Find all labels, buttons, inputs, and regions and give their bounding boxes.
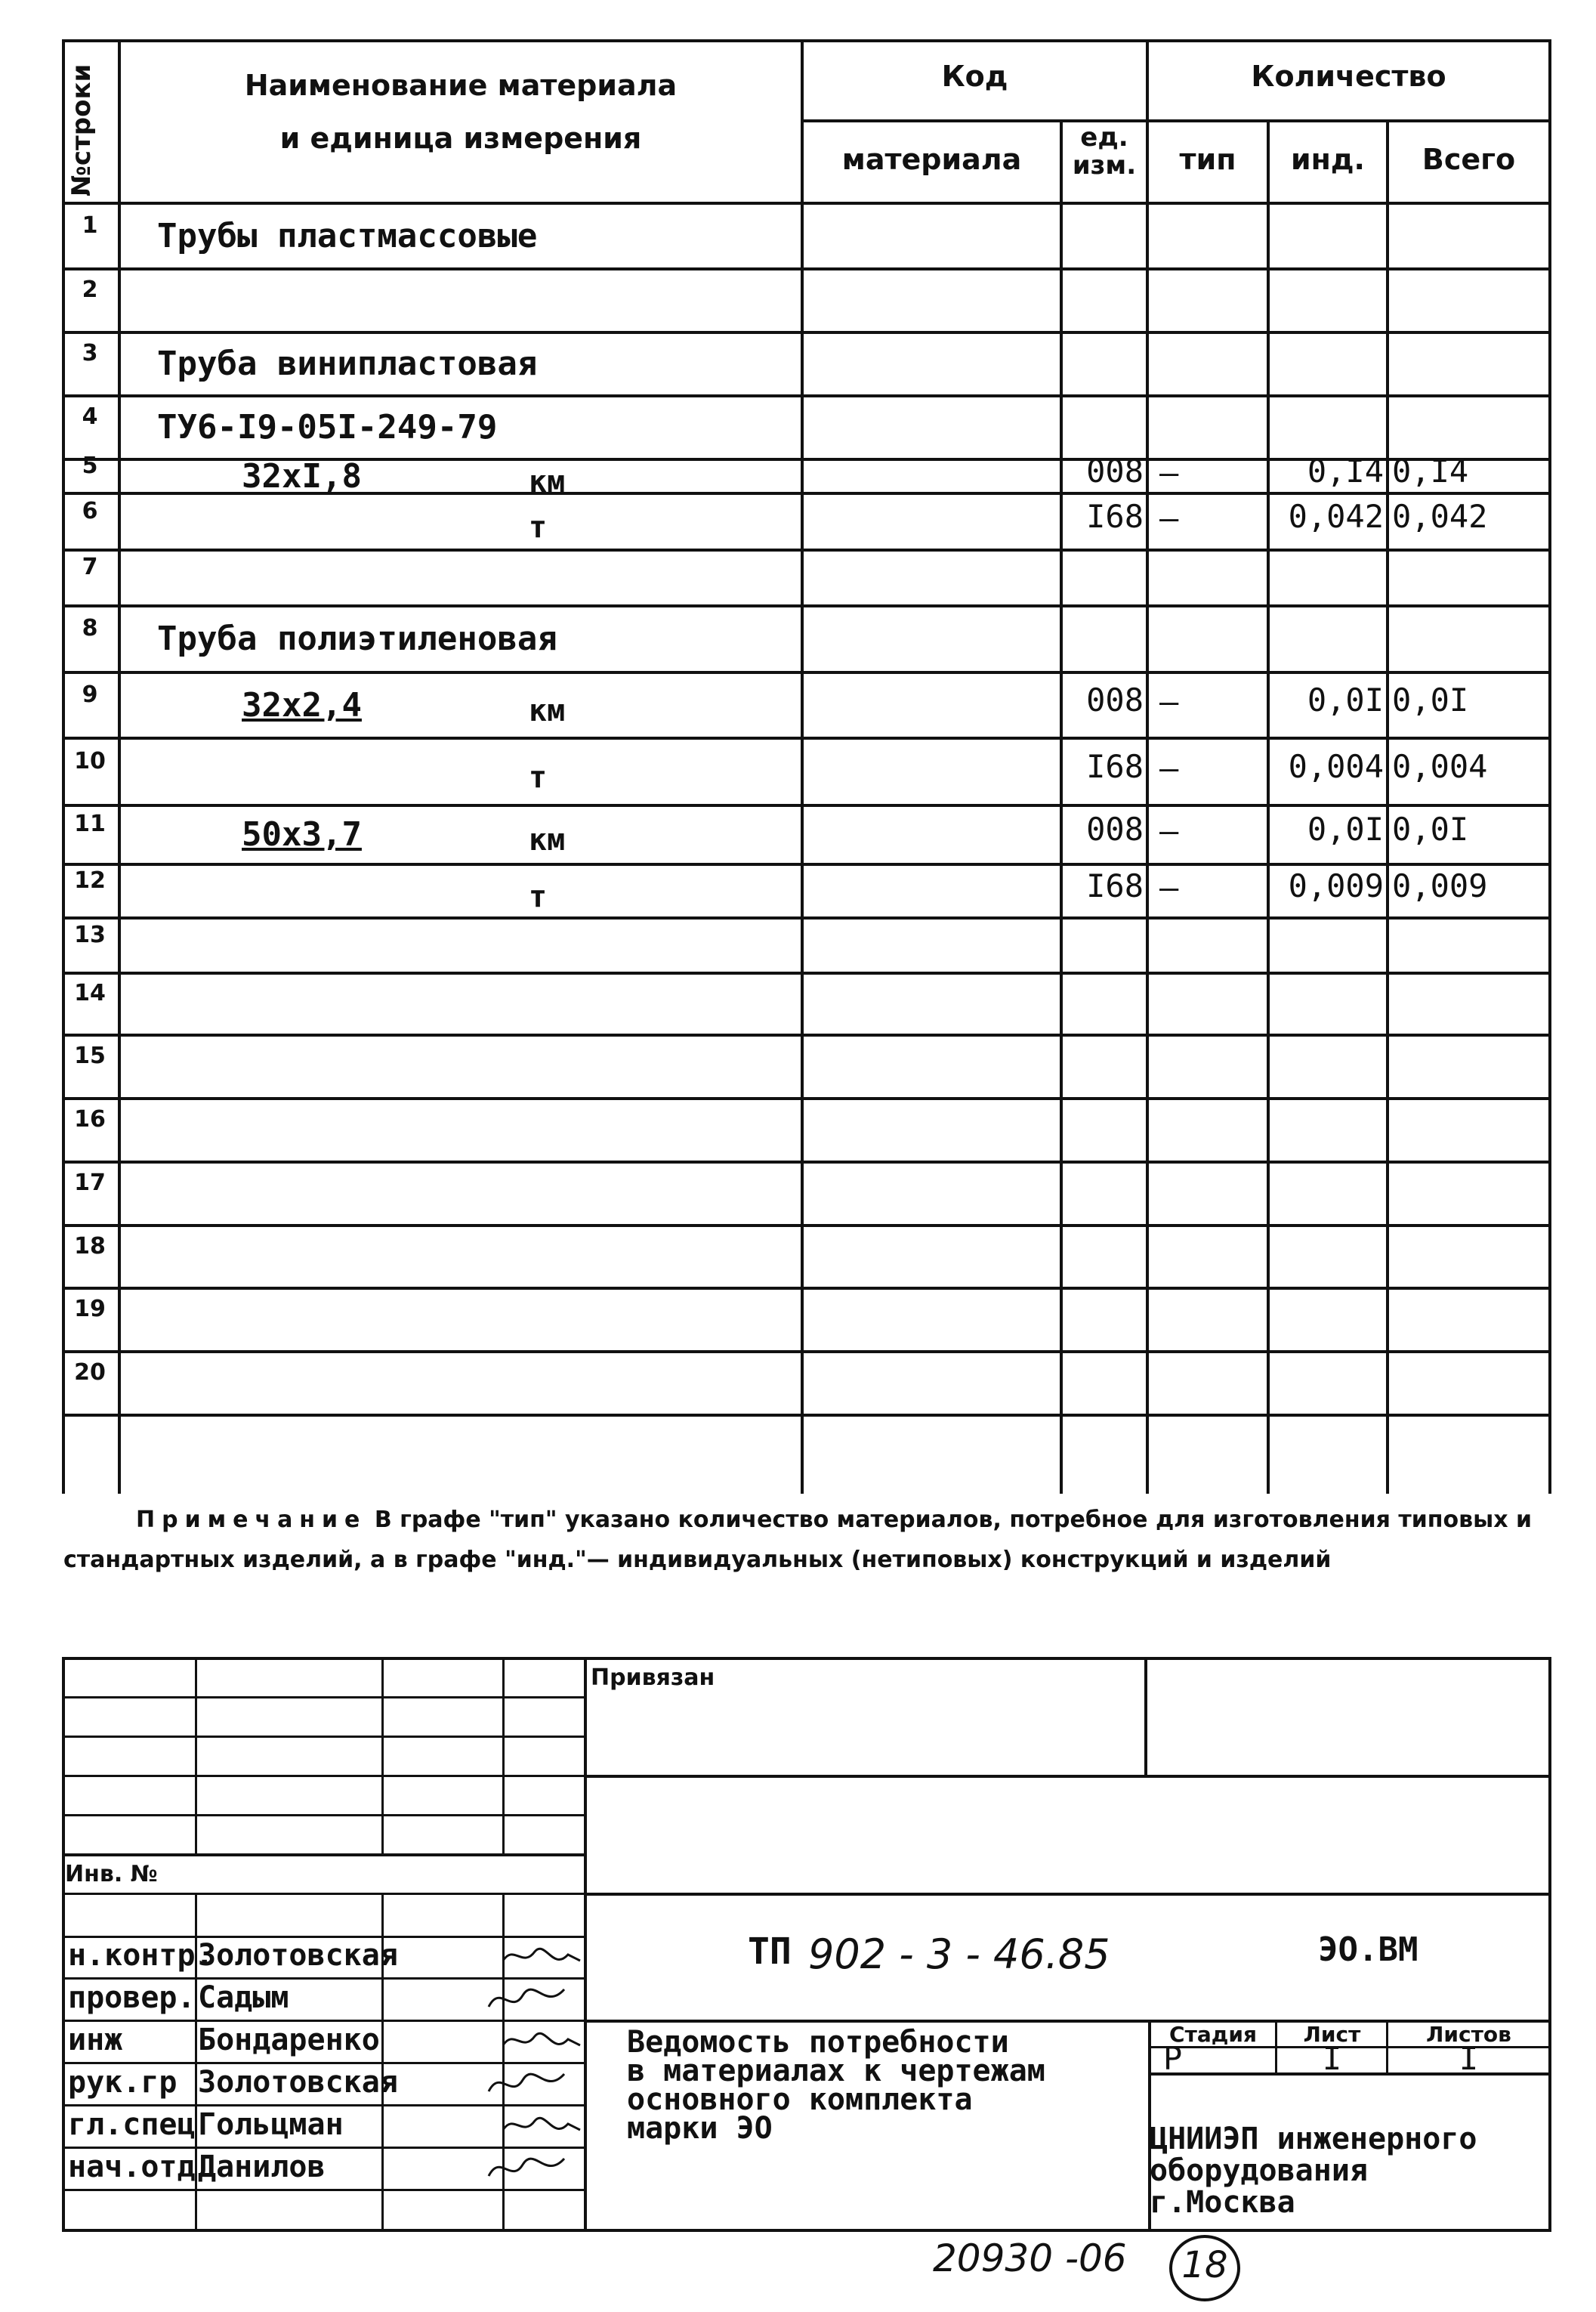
row-divider [62, 331, 1551, 334]
grid-h4 [62, 1814, 584, 1816]
quantity-header: Количество [1251, 60, 1446, 93]
stamp-h2 [584, 1893, 1551, 1896]
col-line-name [801, 39, 804, 1494]
sheets-value: I [1459, 2040, 1479, 2077]
qty-total-header: Всего [1422, 143, 1516, 176]
row-divider [62, 267, 1551, 270]
row-total: 0,I4 [1392, 452, 1469, 490]
grid-h5 [62, 1853, 584, 1856]
doc-title-line: Ведомость потребности [627, 2025, 1009, 2060]
row-code: I68 [1086, 497, 1144, 535]
table-border-top [62, 39, 1551, 42]
row-tip: – [1159, 749, 1179, 787]
row-unit: км [529, 823, 566, 858]
row-number: 13 [74, 921, 106, 948]
org-line: оборудования [1150, 2153, 1368, 2188]
grid-v1 [195, 1657, 197, 1853]
row-divider [62, 1350, 1551, 1353]
row-total: 0,004 [1392, 747, 1488, 785]
row-name: Трубы пластмассовые [157, 216, 538, 255]
signature-mark [500, 2107, 583, 2145]
signer-name: Золотовская [198, 2065, 398, 2100]
stamp-h1 [584, 1775, 1551, 1778]
doc-number-typed: ТП [748, 1930, 792, 1973]
doc-title-line: марки ЭО [627, 2111, 773, 2146]
row-tip: – [1159, 499, 1179, 536]
grid-h2 [62, 1736, 584, 1738]
row-tip: – [1159, 453, 1179, 491]
grid-h6 [62, 1893, 584, 1895]
grid-h9 [62, 2020, 584, 2022]
row-total: 0,009 [1392, 867, 1488, 904]
rownum-header: №строки [66, 63, 97, 196]
doc-title-line: основного комплекта [627, 2082, 973, 2117]
grid-h13 [62, 2189, 584, 2191]
grid-h11 [62, 2104, 584, 2106]
row-divider [62, 394, 1551, 397]
signer-name: Бондаренко [198, 2023, 380, 2057]
inv-no-label: Инв. № [65, 1861, 158, 1887]
row-name: 50x3,7 [242, 815, 362, 854]
code-unit-header-2: изм. [1072, 150, 1137, 181]
code-unit-header-1: ед. [1080, 122, 1128, 153]
row-unit: т [529, 509, 548, 545]
row-ind: 0,I4 [1307, 452, 1384, 490]
row-number: 15 [74, 1043, 106, 1069]
row-tip: – [1159, 868, 1179, 906]
signature-mark [485, 1980, 568, 2018]
name-header-line1: Наименование материала [244, 69, 678, 102]
row-number: 8 [82, 615, 98, 641]
grid-v3 [502, 1657, 505, 1853]
signature-mark [500, 1938, 583, 1976]
signer-role: н.контр. [68, 1938, 214, 1973]
row-divider [62, 1224, 1551, 1227]
stamp-left [62, 1657, 65, 2229]
row-number: 7 [82, 554, 98, 580]
row-divider [62, 671, 1551, 674]
row-number: 1 [82, 212, 98, 239]
stamp-right [1548, 1657, 1551, 2229]
signer-role: гл.спец [68, 2107, 196, 2142]
row-number: 17 [74, 1170, 106, 1196]
signer-role: провер. [68, 1980, 196, 2015]
signer-name: Золотовская [198, 1938, 398, 1973]
grid-h1 [62, 1696, 584, 1698]
col-line-rownum [118, 39, 121, 1494]
row-name: 32x2,4 [242, 685, 362, 725]
row-number: 12 [74, 867, 106, 894]
signature-mark [485, 2150, 568, 2187]
row-code: 008 [1086, 452, 1144, 490]
grid-v2 [381, 1657, 384, 1853]
row-divider [62, 804, 1551, 807]
note [63, 1500, 1551, 1580]
row-number: 19 [74, 1296, 106, 1322]
row-code: 008 [1086, 681, 1144, 719]
row-name: Труба винипластовая [157, 345, 538, 383]
grid-v4 [584, 1657, 587, 2229]
stage-value: Р [1163, 2040, 1183, 2077]
doc-title-line: в материалах к чертежам [627, 2054, 1045, 2088]
row-number: 4 [82, 403, 98, 430]
page-number-circled: 18 [1181, 2244, 1228, 2286]
row-divider [62, 1287, 1551, 1290]
row-divider [62, 972, 1551, 975]
row-divider [62, 1034, 1551, 1037]
row-number: 5 [82, 452, 98, 479]
note-label: Примечание [136, 1507, 367, 1533]
signer-name: Садым [198, 1980, 289, 2015]
row-ind: 0,009 [1288, 867, 1384, 904]
row-number: 14 [74, 980, 106, 1006]
row-number: 16 [74, 1106, 106, 1133]
stage-label: Стадия [1169, 2022, 1257, 2047]
name-header-line2: и единица измерения [279, 122, 642, 155]
grid-h8 [62, 1977, 584, 1980]
row-total: 0,0I [1392, 681, 1469, 719]
row-divider [62, 1161, 1551, 1164]
grid-h3 [62, 1775, 584, 1777]
org-line: ЦНИИЭП инженерного [1150, 2122, 1477, 2156]
row-number: 10 [74, 747, 106, 774]
row-ind: 0,042 [1288, 497, 1384, 535]
row-number: 11 [74, 811, 106, 837]
row-name: ТУ6-I9-05I-249-79 [157, 408, 498, 447]
signer-role: нач.отд [68, 2150, 196, 2184]
row-divider [62, 1414, 1551, 1417]
stamp-bottom [62, 2229, 1551, 2232]
signature-mark [485, 2065, 568, 2103]
row-total: 0,0I [1392, 811, 1469, 848]
row-number: 9 [82, 681, 98, 708]
row-code: I68 [1086, 867, 1144, 904]
grid-h12 [62, 2147, 584, 2149]
row-divider [62, 549, 1551, 552]
signer-role: инж [68, 2023, 123, 2057]
row-ind: 0,0I [1307, 811, 1384, 848]
sheets-label: Листов [1426, 2022, 1511, 2047]
qty-type-header: тип [1179, 143, 1236, 176]
doc-number-hand: 902 - 3 - 46.85 [808, 1930, 1110, 1978]
archive-number: 20930 -06 [933, 2236, 1127, 2280]
qty-ind-header: инд. [1290, 143, 1365, 176]
stamp-top [62, 1657, 1551, 1660]
row-ind: 0,004 [1288, 747, 1384, 785]
row-total: 0,042 [1392, 497, 1488, 535]
stamp-split [1144, 1657, 1147, 1775]
row-name: 32xI,8 [242, 456, 362, 496]
row-ind: 0,0I [1307, 681, 1384, 719]
row-divider [62, 916, 1551, 920]
row-number: 18 [74, 1232, 106, 1260]
row-code: I68 [1086, 747, 1144, 785]
doc-mark: ЭО.ВМ [1318, 1930, 1418, 1969]
row-number: 3 [82, 340, 98, 366]
privyazan-label: Привязан [591, 1664, 715, 1691]
row-tip: – [1159, 682, 1179, 720]
note-text: В графе "тип" указано количество материалов, потребное для изготовления типовых и стандартных изделий, а в графе "инд."— индивидуальных (нетиповых) конструкций и изделий [63, 1507, 1533, 1573]
col-line-unit [1146, 39, 1149, 1494]
sheet-label: Лист [1303, 2022, 1361, 2047]
sheet-value: I [1322, 2040, 1342, 2077]
signer-role: рук.гр [68, 2065, 178, 2100]
table-border-right [1548, 39, 1551, 1494]
row-divider [62, 863, 1551, 866]
org-line: г.Москва [1150, 2185, 1295, 2220]
row-number: 2 [82, 277, 98, 303]
signature-mark [500, 2023, 583, 2060]
row-number: 6 [82, 497, 98, 524]
code-material-header: материала [841, 143, 1022, 176]
row-number: 20 [74, 1359, 106, 1386]
row-code: 008 [1086, 811, 1144, 848]
signer-name: Гольцман [198, 2107, 344, 2142]
header-subdivider [801, 119, 1551, 122]
row-unit: км [529, 693, 566, 728]
row-divider [62, 737, 1551, 740]
row-unit: т [529, 759, 548, 795]
row-unit: т [529, 879, 548, 914]
grid-h10 [62, 2062, 584, 2064]
signer-name: Данилов [198, 2150, 326, 2184]
header-bottom [62, 202, 1551, 205]
row-name: Труба полиэтиленовая [157, 620, 557, 658]
row-unit: км [529, 464, 566, 499]
row-divider [62, 604, 1551, 607]
code-header: Код [941, 60, 1008, 93]
row-tip: – [1159, 812, 1179, 849]
row-divider [62, 1097, 1551, 1100]
